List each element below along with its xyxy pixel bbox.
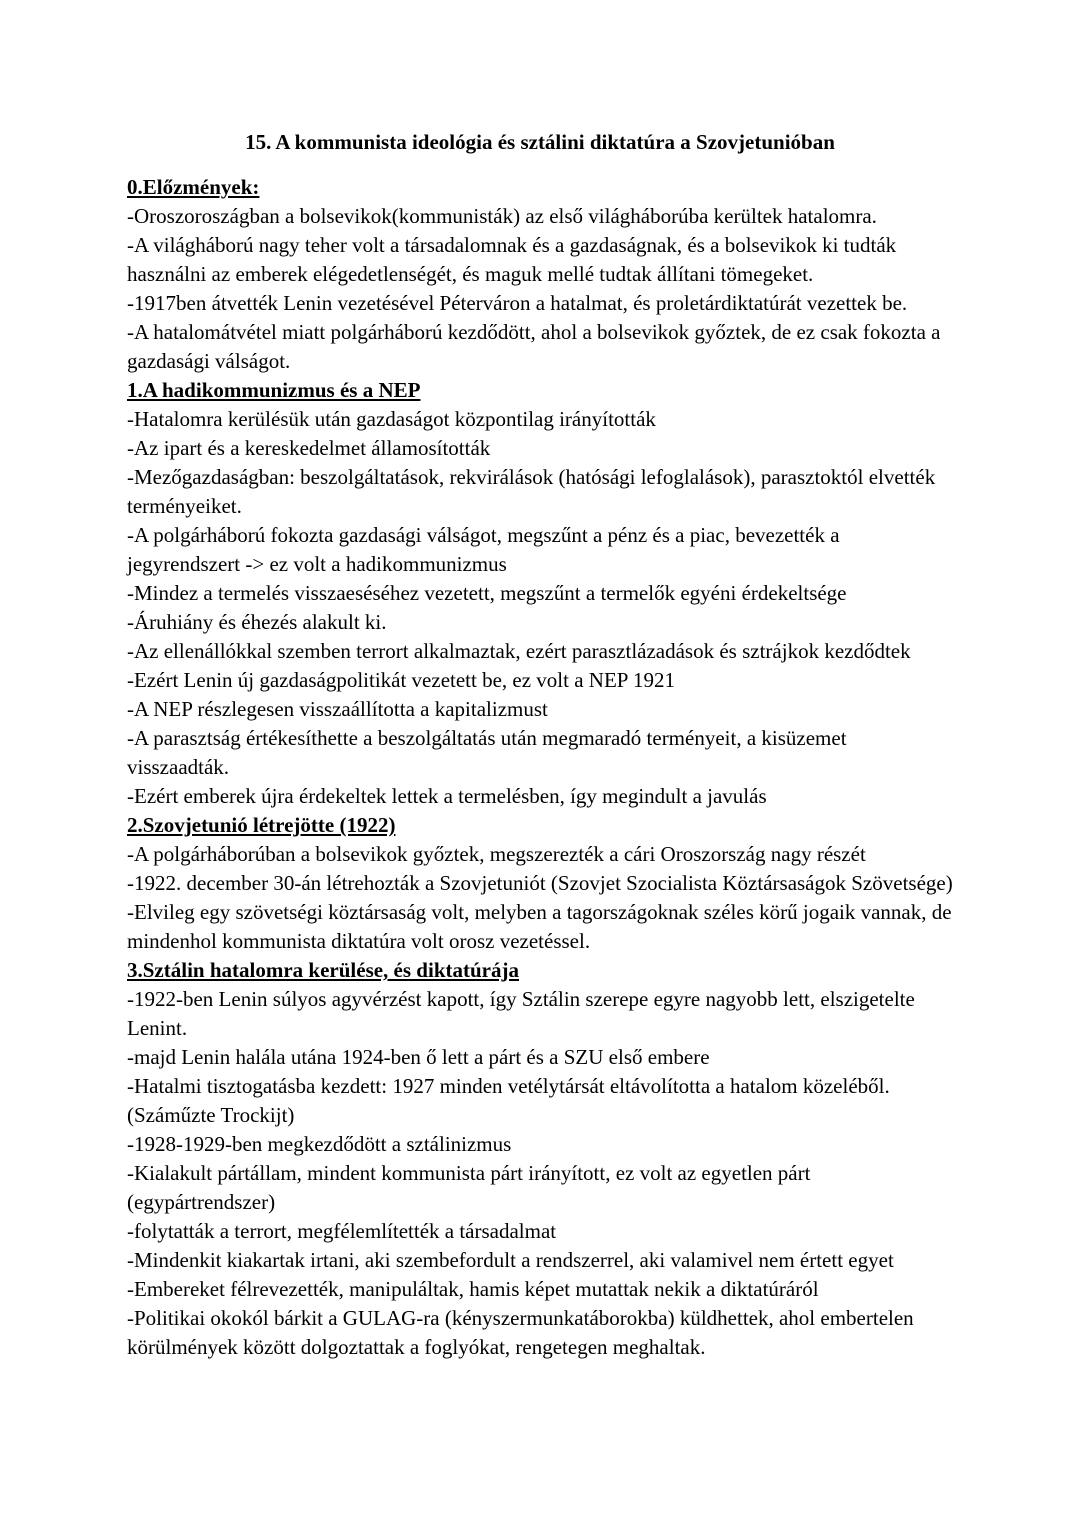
bullet-paragraph: -Mezőgazdaságban: beszolgáltatások, rekvirálások (hatósági lefoglalások), parasztoktól elvették terményeiket. xyxy=(127,465,936,518)
bullet-paragraph: -Kialakult pártállam, mindent kommunista párt irányított, ez volt az egyetlen párt (egypártrendszer) xyxy=(127,1161,811,1214)
bullet-paragraph: -A NEP részlegesen visszaállította a kapitalizmust xyxy=(127,697,548,721)
bullet-paragraph: -majd Lenin halála utána 1924-ben ő lett a párt és a SZU első embere xyxy=(127,1045,710,1069)
bullet-paragraph: -Áruhiány és éhezés alakult ki. xyxy=(127,610,387,634)
section-heading: 1.A hadikommunizmus és a NEP xyxy=(127,378,421,402)
bullet-paragraph: -1922. december 30-án létrehozták a Szovjetuniót (Szovjet Szocialista Köztársaságok Szövetsége) xyxy=(127,871,953,895)
bullet-paragraph: -Mindenkit kiakartak irtani, aki szembefordult a rendszerrel, aki valamivel nem értett egyet xyxy=(127,1248,894,1272)
bullet-paragraph: -A polgárháború fokozta gazdasági válságot, megszűnt a pénz és a piac, bevezették a jegyrendszert -> ez volt a hadikommunizmus xyxy=(127,523,840,576)
bullet-paragraph: -Politikai okokól bárkit a GULAG-ra (kényszermunkatáborokba) küldhettek, ahol embertelen körülmények között dolgoztattak a foglyókat, rengetegen meghaltak. xyxy=(127,1306,914,1359)
bullet-paragraph: -1917ben átvették Lenin vezetésével Péterváron a hatalmat, és proletárdiktatúrát vezettek be. xyxy=(127,291,908,315)
bullet-paragraph: -Hatalomra kerülésük után gazdaságot központilag irányították xyxy=(127,407,656,431)
section-heading: 0.Előzmények: xyxy=(127,175,260,199)
bullet-paragraph: -Oroszoroszágban a bolsevikok(kommunisták) az első világháborúba kerültek hatalomra. xyxy=(127,204,877,228)
section-heading: 2.Szovjetunió létrejötte (1922) xyxy=(127,813,396,837)
bullet-paragraph: -A hatalomátvétel miatt polgárháború kezdődött, ahol a bolsevikok győztek, de ez csak fokozta a gazdasági válságot. xyxy=(127,320,941,373)
document-title: 15. A kommunista ideológia és sztálini diktatúra a Szovjetunióban xyxy=(245,130,835,154)
bullet-paragraph: -folytatták a terrort, megfélemlítették a társadalmat xyxy=(127,1219,557,1243)
bullet-paragraph: -1922-ben Lenin súlyos agyvérzést kapott, így Sztálin szerepe egyre nagyobb lett, elszigetelte Lenint. xyxy=(127,987,915,1040)
bullet-paragraph: -Ezért emberek újra érdekeltek lettek a termelésben, így megindult a javulás xyxy=(127,784,767,808)
bullet-paragraph: -A parasztság értékesíthette a beszolgáltatás után megmaradó terményeit, a kisüzemet visszaadták. xyxy=(127,726,847,779)
section-heading: 3.Sztálin hatalomra kerülése, és diktatúrája xyxy=(127,958,519,982)
bullet-paragraph: -A polgárháborúban a bolsevikok győztek, megszerezték a cári Oroszország nagy részét xyxy=(127,842,866,866)
bullet-paragraph: -Embereket félrevezették, manipuláltak, hamis képet mutattak nekik a diktatúráról xyxy=(127,1277,819,1301)
document-body xyxy=(127,173,953,1362)
bullet-paragraph: -Hatalmi tisztogatásba kezdett: 1927 minden vetélytársát eltávolította a hatalom közeléből. (Száműzte Trockijt) xyxy=(127,1074,890,1127)
bullet-paragraph: -Az ipart és a kereskedelmet államosították xyxy=(127,436,491,460)
bullet-paragraph: -Ezért Lenin új gazdaságpolitikát vezetett be, ez volt a NEP 1921 xyxy=(127,668,675,692)
bullet-paragraph: -1928-1929-ben megkezdődött a sztálinizmus xyxy=(127,1132,512,1156)
bullet-paragraph: -A világháború nagy teher volt a társadalomnak és a gazdaságnak, és a bolsevikok ki tudták használni az emberek elégedetlenségét, és maguk mellé tudtak állítani tömegeket. xyxy=(127,233,897,286)
bullet-paragraph: -Az ellenállókkal szemben terrort alkalmaztak, ezért parasztlázadások és sztrájkok kezdődtek xyxy=(127,639,911,663)
bullet-paragraph: -Mindez a termelés visszaeséséhez vezetett, megszűnt a termelők egyéni érdekeltsége xyxy=(127,581,847,605)
bullet-paragraph: -Elvileg egy szövetségi köztársaság volt, melyben a tagországoknak széles körű jogaik vannak, de mindenhol kommunista diktatúra volt orosz vezetéssel. xyxy=(127,900,952,953)
